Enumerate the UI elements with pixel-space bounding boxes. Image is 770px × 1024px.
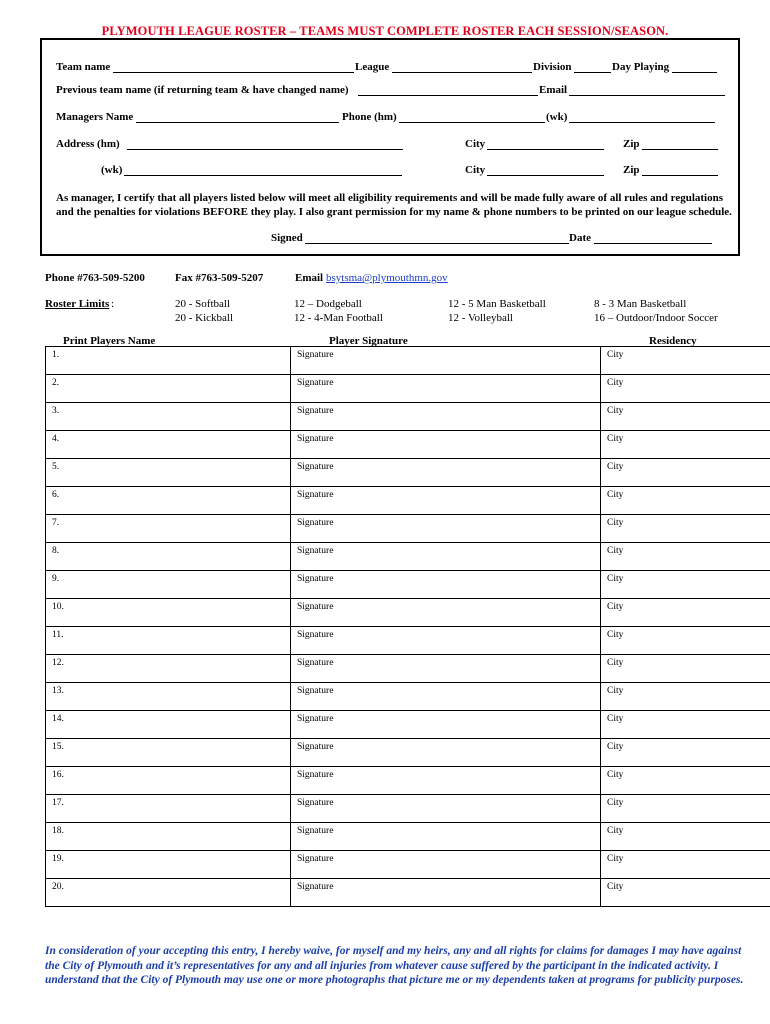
player-signature-cell[interactable]: Signature [291,739,601,767]
zip-hm-field[interactable] [642,138,718,150]
limit-item: 12 - 5 Man Basketball [448,298,546,310]
managers-name-field[interactable] [136,111,339,123]
table-row [46,767,770,795]
player-signature-cell[interactable]: Signature [291,767,601,795]
residency-city-cell[interactable]: City [601,459,770,487]
table-row [46,571,770,599]
table-row [46,739,770,767]
residency-city-cell[interactable]: City [601,571,770,599]
player-name-cell[interactable]: 11. [46,627,291,655]
player-signature-cell[interactable]: Signature [291,851,601,879]
city-wk-label: City [465,164,486,176]
player-name-cell[interactable]: 20. [46,879,291,907]
date-field[interactable] [594,232,712,244]
league-field[interactable] [392,61,532,73]
phone-hm-label: Phone (hm) [342,111,397,123]
table-row [46,403,770,431]
residency-city-cell[interactable]: City [601,711,770,739]
table-row [46,627,770,655]
table-row [46,347,770,375]
player-signature-cell[interactable]: Signature [291,571,601,599]
residency-city-cell[interactable]: City [601,879,770,907]
day-playing-field[interactable] [672,61,717,73]
table-row [46,543,770,571]
roster-limits-colon: : [111,298,115,310]
address-wk-field[interactable] [124,164,402,176]
roster-table [45,346,770,907]
phone-wk-field[interactable] [569,111,715,123]
player-name-cell[interactable]: 13. [46,683,291,711]
residency-city-cell[interactable]: City [601,487,770,515]
limit-item: 12 – Dodgeball [294,298,362,310]
residency-city-cell[interactable]: City [601,655,770,683]
team-name-field[interactable] [113,61,354,73]
player-name-cell[interactable]: 1. [46,347,291,375]
player-signature-cell[interactable]: Signature [291,711,601,739]
player-name-cell[interactable]: 15. [46,739,291,767]
player-name-cell[interactable]: 12. [46,655,291,683]
zip-wk-field[interactable] [642,164,718,176]
table-row [46,823,770,851]
zip-wk-label: Zip [623,164,640,176]
division-field[interactable] [574,61,611,73]
player-name-cell[interactable]: 14. [46,711,291,739]
player-name-cell[interactable]: 3. [46,403,291,431]
page-title: PLYMOUTH LEAGUE ROSTER – TEAMS MUST COMPLETE ROSTER EACH SESSION/SEASON. [101,24,669,38]
player-signature-cell[interactable]: Signature [291,795,601,823]
league-label: League [355,61,390,73]
player-name-cell[interactable]: 2. [46,375,291,403]
table-row [46,711,770,739]
limit-item: 8 - 3 Man Basketball [594,298,687,310]
residency-city-cell[interactable]: City [601,627,770,655]
phone-number: Phone #763-509-5200 [45,272,145,284]
player-name-cell[interactable]: 5. [46,459,291,487]
player-name-cell[interactable]: 19. [46,851,291,879]
player-signature-cell[interactable]: Signature [291,459,601,487]
player-signature-cell[interactable]: Signature [291,347,601,375]
day-playing-label: Day Playing [612,61,670,73]
previous-team-label: Previous team name (if returning team & have changed name) [56,84,349,96]
player-signature-cell[interactable]: Signature [291,375,601,403]
table-row [46,655,770,683]
team-name-label: Team name [56,61,111,73]
roster-limits-label: Roster Limits [45,298,110,310]
division-label: Division [533,61,572,73]
email-label: Email [539,84,568,96]
player-signature-cell[interactable]: Signature [291,627,601,655]
contact-email-label: Email [295,272,324,284]
player-name-cell[interactable]: 4. [46,431,291,459]
address-hm-label: Address (hm) [56,138,120,150]
column-header-players: Print Players Name [63,335,156,347]
table-row [46,487,770,515]
limit-item: 20 - Kickball [175,312,234,324]
residency-city-cell[interactable]: City [601,403,770,431]
table-row [46,375,770,403]
email-field[interactable] [569,84,725,96]
player-name-cell[interactable]: 6. [46,487,291,515]
table-row [46,431,770,459]
table-row [46,459,770,487]
address-wk-label: (wk) [101,164,123,176]
residency-city-cell[interactable]: City [601,683,770,711]
liability-waiver: In consideration of your accepting this entry, I hereby waive, for myself and my heirs, any and all rights for claims for damages I may have against the City of Plymouth and it’s representatives for any and all injuries from whatever cause suffered by the participant in the indicated activity. I understand that the City of Plymouth may use one or more photographs that picture me or my dependents taken at programs for publicity purposes. [45,945,744,986]
date-label: Date [569,232,591,244]
city-hm-field[interactable] [487,138,604,150]
residency-city-cell[interactable]: City [601,767,770,795]
limit-item: 12 - 4-Man Football [294,312,383,324]
player-signature-cell[interactable]: Signature [291,403,601,431]
phone-hm-field[interactable] [399,111,545,123]
signed-label: Signed [271,232,303,244]
player-signature-cell[interactable]: Signature [291,543,601,571]
player-signature-cell[interactable]: Signature [291,487,601,515]
address-hm-field[interactable] [127,138,403,150]
column-header-signature: Player Signature [329,335,408,347]
residency-city-cell[interactable]: City [601,823,770,851]
residency-city-cell[interactable]: City [601,851,770,879]
player-signature-cell[interactable]: Signature [291,683,601,711]
contact-email-link[interactable]: bsytsma@plymouthmn.gov [326,272,448,284]
player-name-cell[interactable]: 18. [46,823,291,851]
managers-name-label: Managers Name [56,111,134,123]
manager-signature-field[interactable] [305,232,569,244]
player-name-cell[interactable]: 16. [46,767,291,795]
table-row [46,683,770,711]
table-row [46,599,770,627]
fax-number: Fax #763-509-5207 [175,272,264,284]
residency-city-cell[interactable]: City [601,599,770,627]
player-signature-cell[interactable]: Signature [291,431,601,459]
residency-city-cell[interactable]: City [601,739,770,767]
column-header-residency: Residency [649,335,697,347]
player-name-cell[interactable]: 8. [46,543,291,571]
city-hm-label: City [465,138,486,150]
player-signature-cell[interactable]: Signature [291,823,601,851]
previous-team-field[interactable] [358,84,538,96]
player-signature-cell[interactable]: Signature [291,515,601,543]
residency-city-cell[interactable]: City [601,795,770,823]
residency-city-cell[interactable]: City [601,515,770,543]
player-name-cell[interactable]: 10. [46,599,291,627]
city-wk-field[interactable] [487,164,604,176]
player-name-cell[interactable]: 7. [46,515,291,543]
table-row [46,879,770,907]
residency-city-cell[interactable]: City [601,431,770,459]
table-row [46,795,770,823]
table-row [46,851,770,879]
zip-hm-label: Zip [623,138,640,150]
phone-wk-label: (wk) [546,111,568,123]
player-signature-cell[interactable]: Signature [291,879,601,907]
residency-city-cell[interactable]: City [601,347,770,375]
limit-item: 16 – Outdoor/Indoor Soccer [594,312,718,324]
residency-city-cell[interactable]: City [601,543,770,571]
player-signature-cell[interactable]: Signature [291,599,601,627]
player-name-cell[interactable]: 9. [46,571,291,599]
limit-item: 20 - Softball [175,298,230,310]
player-signature-cell[interactable]: Signature [291,655,601,683]
table-row [46,515,770,543]
residency-city-cell[interactable]: City [601,375,770,403]
manager-certification: As manager, I certify that all players listed below will meet all eligibility requirements and will be made fully aware of all rules and regulations and the penalties for violations BEFORE they play. I also grant permission for my name & phone numbers to be printed on our league schedule. [56,192,732,218]
limit-item: 12 - Volleyball [448,312,513,324]
player-name-cell[interactable]: 17. [46,795,291,823]
